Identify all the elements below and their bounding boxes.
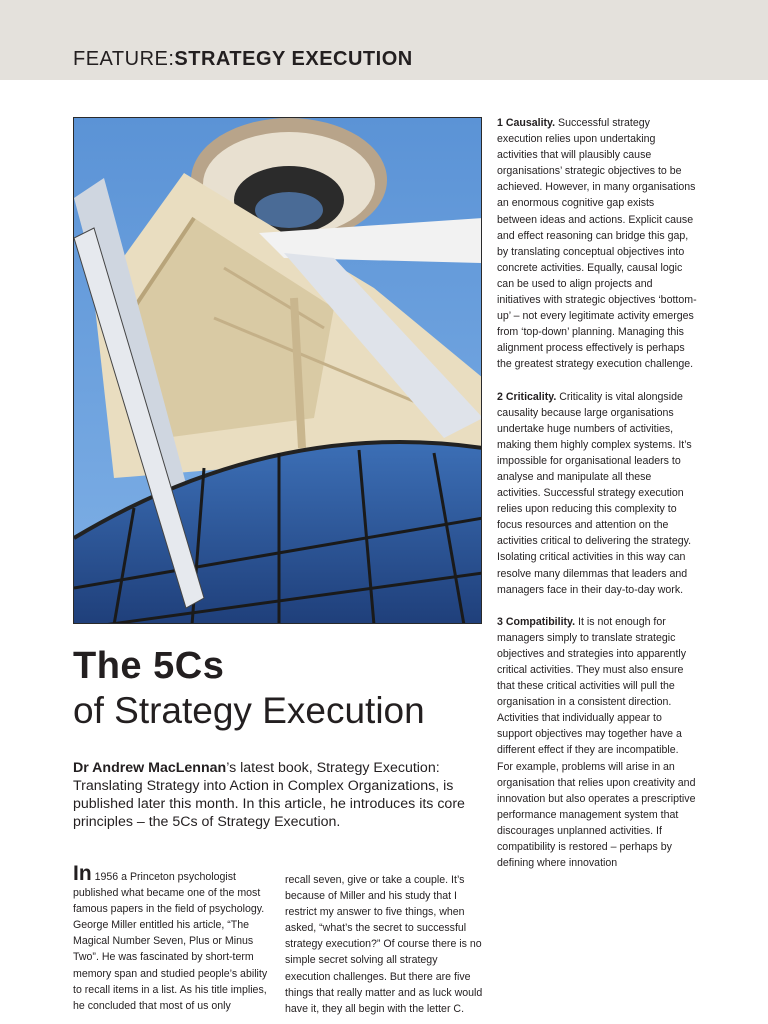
article-subtitle: of Strategy Execution bbox=[73, 690, 425, 731]
body-column-1 bbox=[73, 862, 277, 1014]
space-needle-photo bbox=[73, 117, 482, 624]
principle-text: Criticality is vital alongside causality because large organisations undertake huge numbers of activities, making them highly complex systems. It’s impossible for organisational leaders to analyse and manipulate all these activities. Successful strategy execution relies upon reducing this complexity to focus resources and attention on the activities critical to delivering the strategy. Isolating critical activities in this way can resolve many dilemmas that leaders and managers face in their day-to-day work. bbox=[497, 390, 692, 596]
article-title: The 5Cs bbox=[73, 645, 225, 687]
standfirst bbox=[73, 759, 493, 831]
principle-causality bbox=[497, 115, 697, 373]
principle-heading: 1 Causality. bbox=[497, 117, 556, 129]
principle-text: It is not enough for managers simply to translate strategic objectives and strategies into apparently critical activities. They must also ensure that these critical activities will pull the organisation in a consistent direction. Activities that individually appear to support objectives may together have a different effect if they are incompatible. For example, problems will arise in an organisation that relies upon creativity and innovation but also operates a prescriptive performance management system that discourages unplanned activities. If compatibility is restored – perhaps by defining where innovation bbox=[497, 615, 696, 870]
body-column-2: recall seven, give or take a couple. It’s because of Miller and his study that I restrict my answer to five things, when asked, “what’s the secret to successful strategy execution?” Of course there is no simple secret solving all strategy execution challenges. But there are five things that really matter and as luck would have it, they all begin with the letter C. bbox=[285, 874, 483, 1015]
principle-heading: 2 Criticality. bbox=[497, 390, 557, 403]
principle-text: Successful strategy execution relies upon undertaking activities that will plausibly cause organisations’ strategic objectives to be achieved. However, in many organisations an enormous cognitive gap exists between ideas and actions. Explicit cause and effect reasoning can bridge this gap, by translating conceptual objectives into concrete activities. Equally, causal logic can be used to align projects and initiatives with strategic objectives ‘bottom-up’ – not every legitimate activity emerges from ‘top-down’ planning. Managing this alignment process effectively is perhaps the greatest strategy execution challenge. bbox=[497, 117, 697, 371]
standfirst-text: ’s latest book, Strategy Execution: Translating Strategy into Action in Complex Organizations, is published later this month. In this article, he introduces its core principles – the 5Cs of Strategy Execution. bbox=[73, 760, 465, 830]
section-prefix: FEATURE: bbox=[73, 48, 175, 70]
drop-cap: In bbox=[73, 862, 92, 885]
principle-heading: 3 Compatibility. bbox=[497, 615, 576, 628]
principle-criticality bbox=[497, 389, 697, 598]
principles-column bbox=[497, 115, 697, 887]
body-text-1: 1956 a Princeton psychologist published what became one of the most famous papers in the field of psychology. George Miller entitled his article, “The Magical Number Seven, Plus or Minus Two”. He was fascinated by short-term memory span and studied people’s ability to recall items in a list. As his title implies, he concluded that most of us only bbox=[73, 871, 268, 1012]
principle-compatibility bbox=[497, 614, 697, 872]
section-header bbox=[73, 48, 413, 71]
section-name: STRATEGY EXECUTION bbox=[174, 48, 413, 70]
author-name: Dr Andrew MacLennan bbox=[73, 760, 227, 776]
